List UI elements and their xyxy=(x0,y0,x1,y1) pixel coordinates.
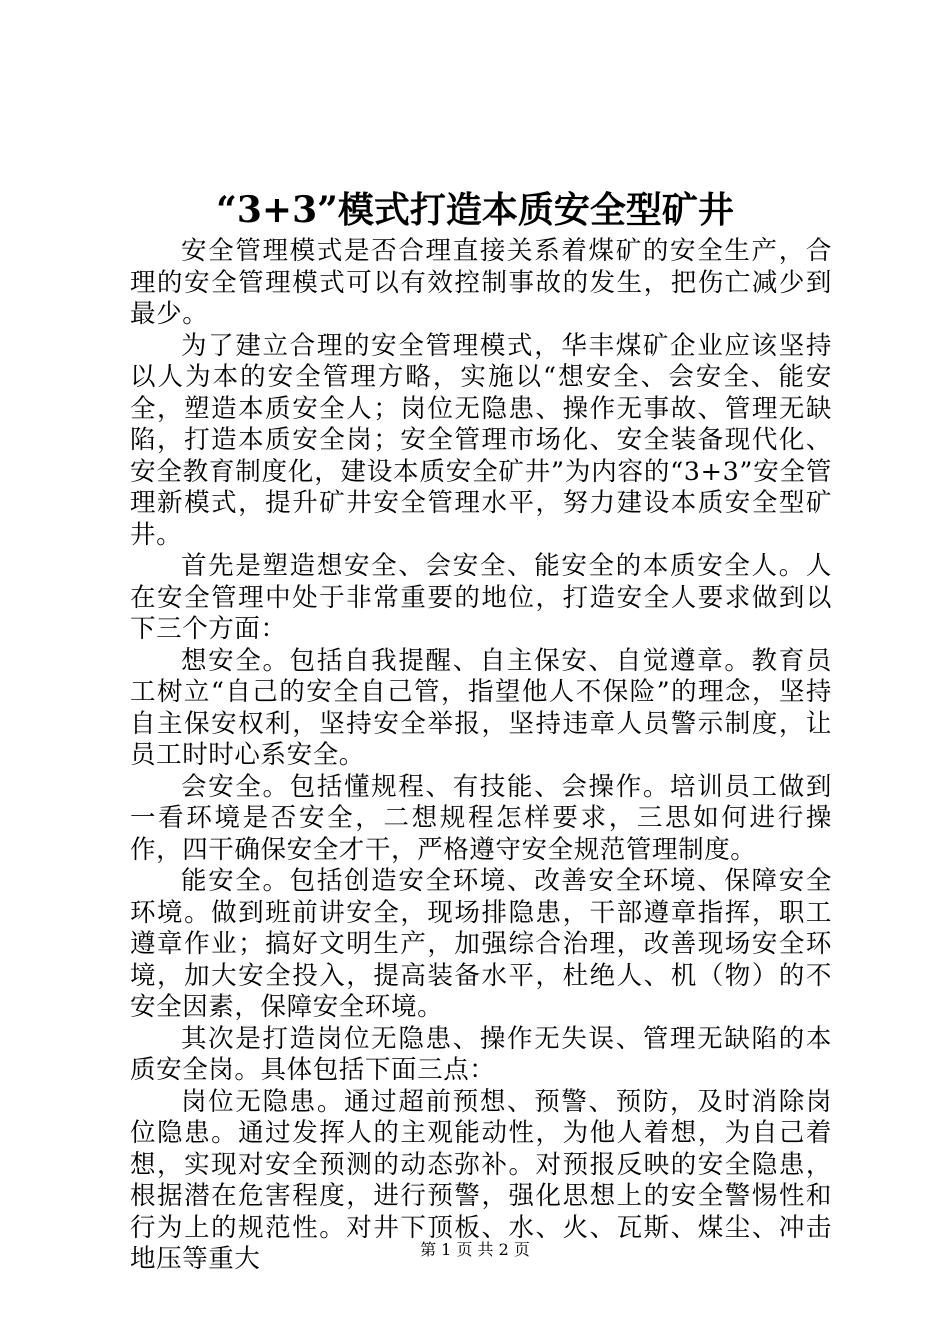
page-footer: 第 1 页 共 2 页 xyxy=(420,1240,530,1259)
document-body xyxy=(130,236,832,1276)
paragraph: 能安全。包括创造安全环境、改善安全环境、保障安全环境。做到班前讲安全，现场排隐患，干部遵章指挥，职工遵章作业；搞好文明生产，加强综合治理，改善现场安全环境，加大安全投入，提高装备水平，杜绝人、机（物）的不安全因素，保障安全环境。 xyxy=(130,866,832,1022)
paragraph: 会安全。包括懂规程、有技能、会操作。培训员工做到一看环境是否安全，二想规程怎样要求，三思如何进行操作，四干确保安全才干，严格遵守安全规范管理制度。 xyxy=(130,771,832,865)
document-title: “3+3”模式打造本质安全型矿井 xyxy=(216,189,734,231)
paragraph: 想安全。包括自我提醒、自主保安、自觉遵章。教育员工树立“自己的安全自己管，指望他人不保险”的理念，坚持自主保安权利，坚持安全举报，坚持违章人员警示制度，让员工时时心系安全。 xyxy=(130,645,832,770)
paragraph: 首先是塑造想安全、会安全、能安全的本质安全人。人在安全管理中处于非常重要的地位，打造安全人要求做到以下三个方面： xyxy=(130,551,832,644)
paragraph: 其次是打造岗位无隐患、操作无失误、管理无缺陷的本质安全岗。具体包括下面三点： xyxy=(130,1023,832,1085)
paragraph: 安全管理模式是否合理直接关系着煤矿的安全生产，合理的安全管理模式可以有效控制事故的发生，把伤亡减少到最少。 xyxy=(130,236,832,329)
paragraph: 岗位无隐患。通过超前预想、预警、预防，及时消除岗位隐患。通过发挥人的主观能动性，为他人着想，为自己着想，实现对安全预测的动态弥补。对预报反映的安全隐患，根据潜在危害程度，进行预警，强化思想上的安全警惕性和行为上的规范性。对井下顶板、水、火、瓦斯、煤尘、冲击地压等重大 xyxy=(130,1086,832,1274)
paragraph: 为了建立合理的安全管理模式，华丰煤矿企业应该坚持以人为本的安全管理方略，实施以“想安全、会安全、能安全，塑造本质安全人；岗位无隐患、操作无事故、管理无缺陷，打造本质安全岗；安全管理市场化、安全装备现代化、安全教育制度化，建设本质安全矿井”为内容的“3+3”安全管理新模式，提升矿井安全管理水平，努力建设本质安全型矿井。 xyxy=(130,330,832,550)
